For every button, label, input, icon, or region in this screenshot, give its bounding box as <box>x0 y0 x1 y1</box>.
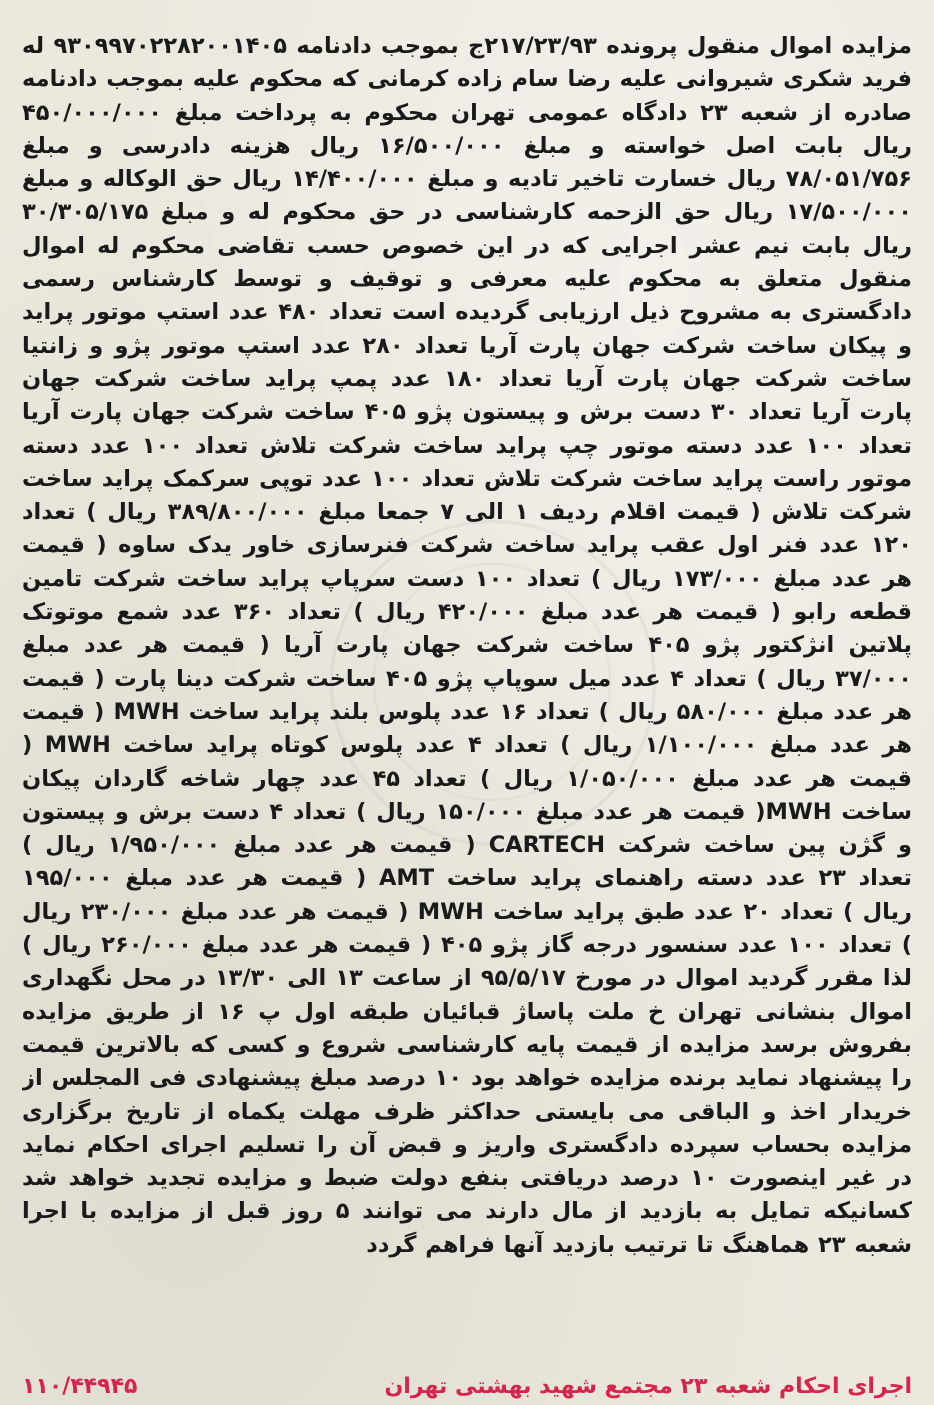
notice-footer <box>22 1370 912 1402</box>
notice-code: ۱۱۰/۴۴۹۴۵ <box>22 1373 138 1399</box>
issuing-office: اجرای احکام شعبه ۲۳ مجتمع شهید بهشتی تهران <box>384 1373 912 1399</box>
auction-notice-text: مزایده اموال منقول پرونده ۲۱۷/۲۳/۹۳ج بموجب دادنامه ۹۳۰۹۹۷۰۲۲۸۲۰۰۱۴۰۵ له فرید شکری شیروانی علیه رضا سام زاده کرمانی که محکوم علیه بموجب دادنامه صادره از شعبه ۲۳ دادگاه عمومی تهران محکوم به پرداخت مبلغ ۴۵۰/۰۰۰/۰۰۰ ریال بابت اصل خواسته و مبلغ ۱۶/۵۰۰/۰۰۰ ریال هزینه دادرسی و مبلغ ۷۸/۰۵۱/۷۵۶ ریال خسارت تاخیر تادیه و مبلغ ۱۴/۴۰۰/۰۰۰ ریال حق الوکاله و مبلغ ۱۷/۵۰۰/۰۰۰ ریال حق الزحمه کارشناسی در حق محکوم له و مبلغ ۳۰/۳۰۵/۱۷۵ ریال بابت نیم عشر اجرایی که در این خصوص حسب تقاضی محکوم له اموال منقول متعلق به محکوم علیه معرفی و توقیف و توسط کارشناس رسمی دادگستری به مشروح ذیل ارزیابی گردیده است تعداد ۴۸۰ عدد استپ موتور پراید و پیکان ساخت شرکت جهان پارت آریا تعداد ۲۸۰ عدد استپ موتور پژو و زانتیا ساخت شرکت جهان پارت آریا تعداد ۱۸۰ عدد پمپ پراید ساخت شرکت جهان پارت آریا تعداد ۳۰ دست برش و پیستون پژو ۴۰۵ ساخت شرکت جهان پارت آریا تعداد ۱۰۰ عدد دسته موتور چپ پراید ساخت شرکت تلاش تعداد ۱۰۰ عدد دسته موتور راست پراید ساخت شرکت تلاش تعداد ۱۰۰ عدد توپی سرکمک پراید ساخت شرکت تلاش ( قیمت اقلام ردیف ۱ الی ۷ جمعا مبلغ ۳۸۹/۸۰۰/۰۰۰ ریال ) تعداد ۱۲۰ عدد فنر اول عقب پراید ساخت شرکت فنرسازی خاور یدک ساوه ( قیمت هر عدد مبلغ ۱۷۳/۰۰۰ ریال ) تعداد ۱۰۰ دست سرپاپ پراید ساخت شرکت تامین قطعه رابو ( قیمت هر عدد مبلغ ۴۲۰/۰۰۰ ریال ) تعداد ۳۶۰ عدد شمع موتوتک پلاتین انژکتور پژو ۴۰۵ ساخت شرکت جهان پارت آریا ( قیمت هر عدد مبلغ ۳۷/۰۰۰ ریال ) تعداد ۴ عدد میل سوپاپ پژو ۴۰۵ ساخت شرکت دینا پارت ( قیمت هر عدد مبلغ ۵۸۰/۰۰۰ ریال ) تعداد ۱۶ عدد پلوس بلند پراید ساخت MWH ( قیمت هر عدد مبلغ ۱/۱۰۰/۰۰۰ ریال ) تعداد ۴ عدد پلوس کوتاه پراید ساخت MWH ( قیمت هر عدد مبلغ ۱/۰۵۰/۰۰۰ ریال ) تعداد ۴۵ عدد چهار شاخه گاردان پیکان ساخت MWH( قیمت هر عدد مبلغ ۱۵۰/۰۰۰ ریال ) تعداد ۴ دست برش و پیستون و گژن پین ساخت شرکت CARTECH ( قیمت هر عدد مبلغ ۱/۹۵۰/۰۰۰ ریال ) تعداد ۲۳ عدد دسته راهنمای پراید ساخت AMT ( قیمت هر عدد مبلغ ۱۹۵/۰۰۰ ریال ) تعداد ۲۰ عدد طبق پراید ساخت MWH ( قیمت هر عدد مبلغ ۲۳۰/۰۰۰ ریال ) تعداد ۱۰۰ عدد سنسور درجه گاز پژو ۴۰۵ ( قیمت هر عدد مبلغ ۲۶۰/۰۰۰ ریال ) لذا مقرر گردید اموال در مورخ ۹۵/۵/۱۷ از ساعت ۱۳ الی ۱۳/۳۰ در محل نگهداری اموال بنشانی تهران خ ملت پاساژ قبائیان طبقه اول پ ۱۶ از طریق مزایده بفروش برسد مزایده از قیمت پایه کارشناسی شروع و کسی که بالاترین قیمت را پیشنهاد نماید برنده مزایده خواهد بود ۱۰ درصد مبلغ پیشنهادی فی المجلس از خریدار اخذ و الباقی می بایستی حداکثر ظرف مهلت یکماه از تاریخ برگزاری مزایده بحساب سپرده دادگستری واریز و قبض آن را تسلیم اجرای احکام نماید در غیر اینصورت ۱۰ درصد دریافتی بنفع دولت ضبط و مزایده تجدید خواهد شد کسانیکه تمایل به بازدید از مال دارند می توانند ۵ روز قبل از مزایده با اجرا شعبه ۲۳ هماهنگ تا ترتیب بازدید آنها فراهم گردد <box>22 33 912 1258</box>
